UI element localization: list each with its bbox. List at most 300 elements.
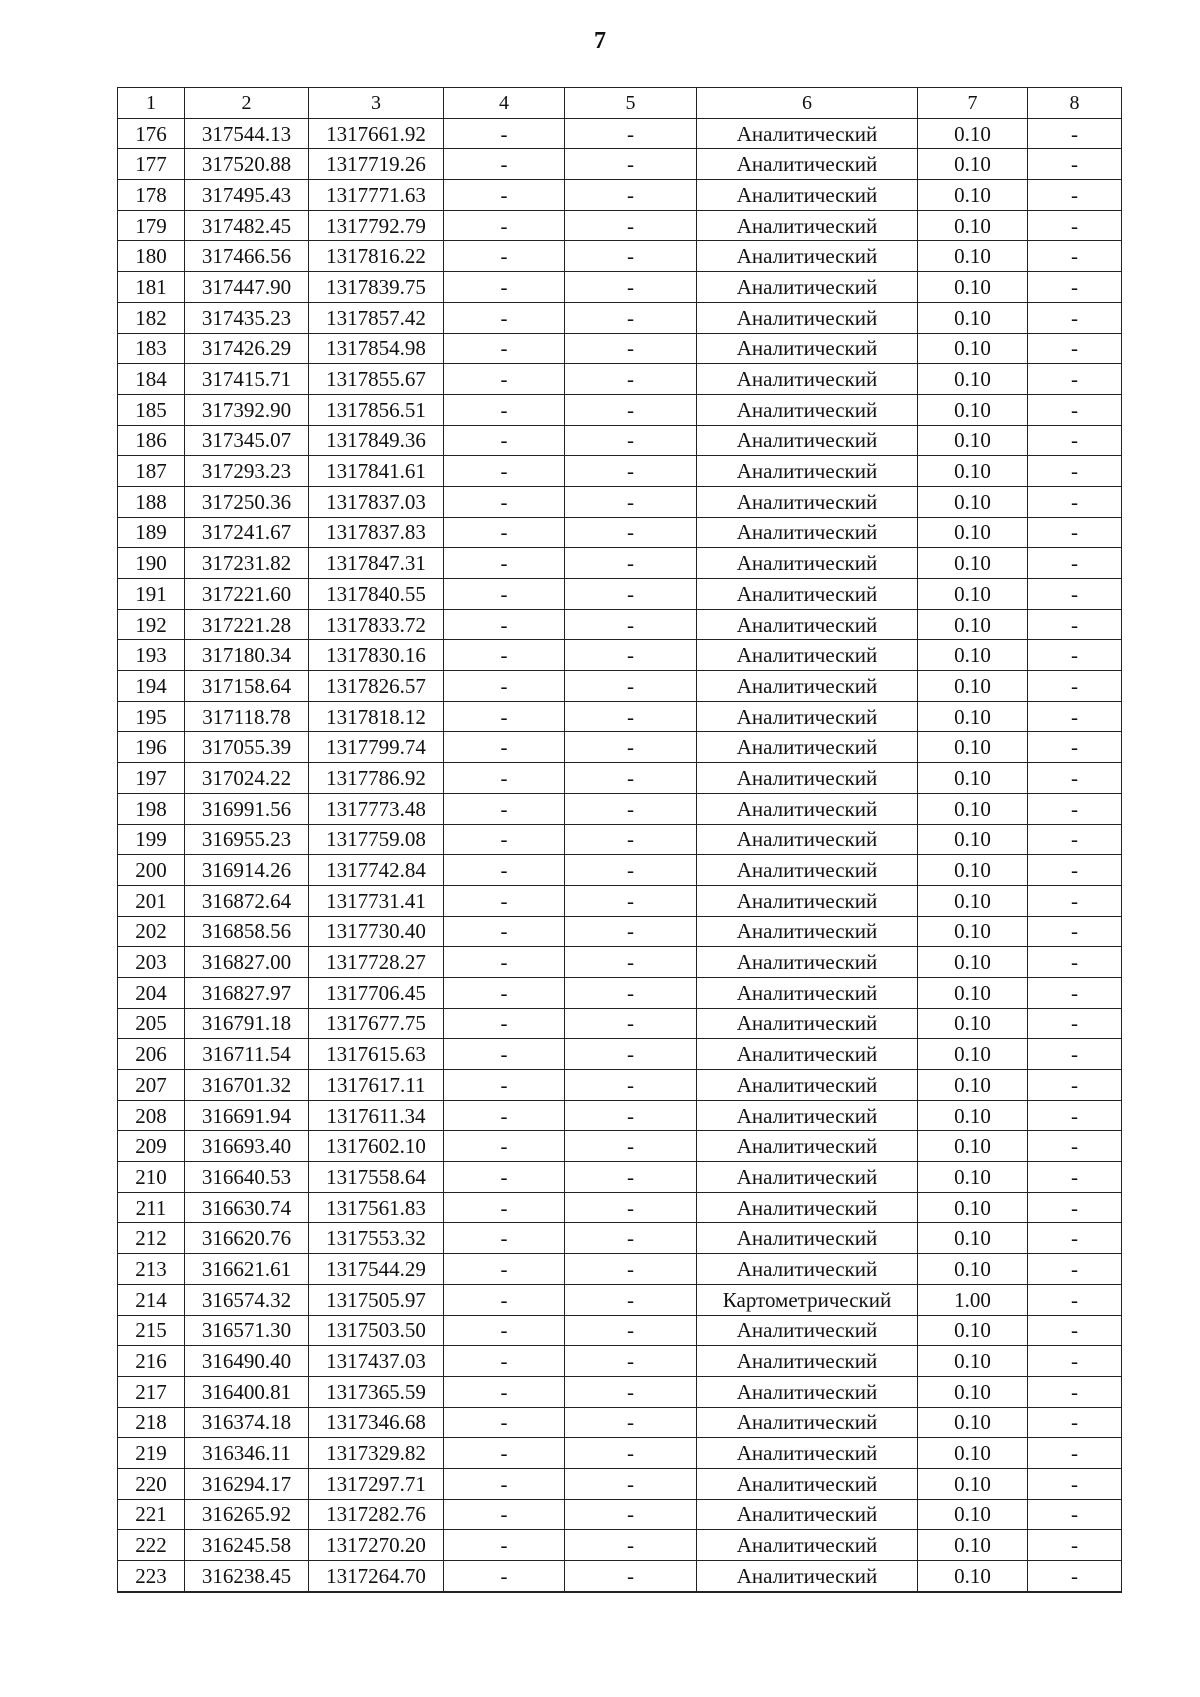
column-4-cell: - [444, 1561, 565, 1592]
accuracy-cell: 0.10 [918, 1407, 1028, 1438]
table-row [118, 1192, 1122, 1223]
column-8-cell: - [1028, 1039, 1122, 1070]
accuracy-cell: 0.10 [918, 1039, 1028, 1070]
column-8-cell: - [1028, 1131, 1122, 1162]
column-header: 6 [697, 88, 918, 119]
method-cell: Аналитический [697, 732, 918, 763]
column-5-cell: - [565, 1376, 697, 1407]
accuracy-cell: 1.00 [918, 1284, 1028, 1315]
point-number-cell: 219 [118, 1438, 185, 1469]
x-coordinate-cell: 317118.78 [185, 701, 309, 732]
column-4-cell: - [444, 1468, 565, 1499]
accuracy-cell: 0.10 [918, 118, 1028, 149]
column-8-cell: - [1028, 180, 1122, 211]
column-header: 2 [185, 88, 309, 119]
column-5-cell: - [565, 1039, 697, 1070]
y-coordinate-cell: 1317847.31 [309, 548, 444, 579]
column-5-cell: - [565, 885, 697, 916]
accuracy-cell: 0.10 [918, 1162, 1028, 1193]
column-header: 4 [444, 88, 565, 119]
column-5-cell: - [565, 1499, 697, 1530]
column-5-cell: - [565, 579, 697, 610]
column-5-cell: - [565, 732, 697, 763]
table-row [118, 1376, 1122, 1407]
method-cell: Аналитический [697, 149, 918, 180]
method-cell: Аналитический [697, 1468, 918, 1499]
table-row [118, 149, 1122, 180]
table-row [118, 1008, 1122, 1039]
column-5-cell: - [565, 241, 697, 272]
method-cell: Аналитический [697, 1223, 918, 1254]
column-8-cell: - [1028, 333, 1122, 364]
y-coordinate-cell: 1317553.32 [309, 1223, 444, 1254]
accuracy-cell: 0.10 [918, 1254, 1028, 1285]
y-coordinate-cell: 1317282.76 [309, 1499, 444, 1530]
point-number-cell: 214 [118, 1284, 185, 1315]
column-4-cell: - [444, 1162, 565, 1193]
column-4-cell: - [444, 977, 565, 1008]
column-5-cell: - [565, 1008, 697, 1039]
table-row [118, 701, 1122, 732]
y-coordinate-cell: 1317661.92 [309, 118, 444, 149]
column-8-cell: - [1028, 517, 1122, 548]
x-coordinate-cell: 317293.23 [185, 456, 309, 487]
y-coordinate-cell: 1317818.12 [309, 701, 444, 732]
y-coordinate-cell: 1317558.64 [309, 1162, 444, 1193]
column-8-cell: - [1028, 1223, 1122, 1254]
y-coordinate-cell: 1317792.79 [309, 210, 444, 241]
accuracy-cell: 0.10 [918, 1315, 1028, 1346]
column-4-cell: - [444, 1223, 565, 1254]
column-4-cell: - [444, 1315, 565, 1346]
y-coordinate-cell: 1317544.29 [309, 1254, 444, 1285]
method-cell: Аналитический [697, 241, 918, 272]
y-coordinate-cell: 1317297.71 [309, 1468, 444, 1499]
table-row [118, 333, 1122, 364]
method-cell: Аналитический [697, 824, 918, 855]
x-coordinate-cell: 317024.22 [185, 763, 309, 794]
x-coordinate-cell: 317055.39 [185, 732, 309, 763]
column-8-cell: - [1028, 1561, 1122, 1592]
x-coordinate-cell: 316621.61 [185, 1254, 309, 1285]
column-5-cell: - [565, 977, 697, 1008]
point-number-cell: 188 [118, 486, 185, 517]
point-number-cell: 215 [118, 1315, 185, 1346]
x-coordinate-cell: 317495.43 [185, 180, 309, 211]
accuracy-cell: 0.10 [918, 456, 1028, 487]
column-5-cell: - [565, 947, 697, 978]
y-coordinate-cell: 1317611.34 [309, 1100, 444, 1131]
column-4-cell: - [444, 548, 565, 579]
column-5-cell: - [565, 1468, 697, 1499]
column-8-cell: - [1028, 732, 1122, 763]
point-number-cell: 218 [118, 1407, 185, 1438]
page-number: 7 [594, 28, 606, 54]
column-4-cell: - [444, 1192, 565, 1223]
y-coordinate-cell: 1317742.84 [309, 855, 444, 886]
point-number-cell: 185 [118, 394, 185, 425]
column-8-cell: - [1028, 701, 1122, 732]
y-coordinate-cell: 1317617.11 [309, 1070, 444, 1101]
y-coordinate-cell: 1317839.75 [309, 272, 444, 303]
method-cell: Аналитический [697, 210, 918, 241]
accuracy-cell: 0.10 [918, 364, 1028, 395]
column-5-cell: - [565, 548, 697, 579]
x-coordinate-cell: 316238.45 [185, 1561, 309, 1592]
method-cell: Аналитический [697, 1100, 918, 1131]
accuracy-cell: 0.10 [918, 149, 1028, 180]
method-cell: Аналитический [697, 1376, 918, 1407]
x-coordinate-cell: 316574.32 [185, 1284, 309, 1315]
column-8-cell: - [1028, 456, 1122, 487]
table-row [118, 1315, 1122, 1346]
column-5-cell: - [565, 149, 697, 180]
point-number-cell: 207 [118, 1070, 185, 1101]
y-coordinate-cell: 1317830.16 [309, 640, 444, 671]
column-header: 1 [118, 88, 185, 119]
method-cell: Картометрический [697, 1284, 918, 1315]
column-8-cell: - [1028, 885, 1122, 916]
method-cell: Аналитический [697, 517, 918, 548]
point-number-cell: 186 [118, 425, 185, 456]
method-cell: Аналитический [697, 1039, 918, 1070]
column-5-cell: - [565, 180, 697, 211]
accuracy-cell: 0.10 [918, 1376, 1028, 1407]
table-row [118, 885, 1122, 916]
method-cell: Аналитический [697, 1162, 918, 1193]
accuracy-cell: 0.10 [918, 732, 1028, 763]
x-coordinate-cell: 316791.18 [185, 1008, 309, 1039]
column-8-cell: - [1028, 855, 1122, 886]
point-number-cell: 202 [118, 916, 185, 947]
column-5-cell: - [565, 1438, 697, 1469]
accuracy-cell: 0.10 [918, 977, 1028, 1008]
point-number-cell: 213 [118, 1254, 185, 1285]
accuracy-cell: 0.10 [918, 916, 1028, 947]
accuracy-cell: 0.10 [918, 947, 1028, 978]
column-5-cell: - [565, 456, 697, 487]
point-number-cell: 222 [118, 1530, 185, 1561]
y-coordinate-cell: 1317837.03 [309, 486, 444, 517]
point-number-cell: 212 [118, 1223, 185, 1254]
point-number-cell: 176 [118, 118, 185, 149]
x-coordinate-cell: 316711.54 [185, 1039, 309, 1070]
accuracy-cell: 0.10 [918, 1223, 1028, 1254]
column-8-cell: - [1028, 364, 1122, 395]
column-8-cell: - [1028, 210, 1122, 241]
y-coordinate-cell: 1317841.61 [309, 456, 444, 487]
table-row [118, 1407, 1122, 1438]
x-coordinate-cell: 317221.60 [185, 579, 309, 610]
table-row [118, 1070, 1122, 1101]
point-number-cell: 204 [118, 977, 185, 1008]
column-8-cell: - [1028, 394, 1122, 425]
accuracy-cell: 0.10 [918, 855, 1028, 886]
table-row [118, 1254, 1122, 1285]
y-coordinate-cell: 1317615.63 [309, 1039, 444, 1070]
column-4-cell: - [444, 609, 565, 640]
column-8-cell: - [1028, 1192, 1122, 1223]
column-8-cell: - [1028, 118, 1122, 149]
y-coordinate-cell: 1317786.92 [309, 763, 444, 794]
accuracy-cell: 0.10 [918, 180, 1028, 211]
point-number-cell: 184 [118, 364, 185, 395]
point-number-cell: 182 [118, 302, 185, 333]
point-number-cell: 210 [118, 1162, 185, 1193]
column-4-cell: - [444, 394, 565, 425]
x-coordinate-cell: 317221.28 [185, 609, 309, 640]
method-cell: Аналитический [697, 1438, 918, 1469]
x-coordinate-cell: 316914.26 [185, 855, 309, 886]
column-5-cell: - [565, 1223, 697, 1254]
table-row [118, 1530, 1122, 1561]
column-5-cell: - [565, 394, 697, 425]
point-number-cell: 199 [118, 824, 185, 855]
column-8-cell: - [1028, 1438, 1122, 1469]
column-4-cell: - [444, 1254, 565, 1285]
x-coordinate-cell: 316640.53 [185, 1162, 309, 1193]
table-row [118, 793, 1122, 824]
method-cell: Аналитический [697, 885, 918, 916]
method-cell: Аналитический [697, 977, 918, 1008]
point-number-cell: 177 [118, 149, 185, 180]
point-number-cell: 216 [118, 1346, 185, 1377]
accuracy-cell: 0.10 [918, 671, 1028, 702]
column-4-cell: - [444, 1376, 565, 1407]
x-coordinate-cell: 317466.56 [185, 241, 309, 272]
column-8-cell: - [1028, 947, 1122, 978]
column-8-cell: - [1028, 425, 1122, 456]
table-row [118, 947, 1122, 978]
column-5-cell: - [565, 1561, 697, 1592]
table-row [118, 456, 1122, 487]
table-row [118, 302, 1122, 333]
column-4-cell: - [444, 1070, 565, 1101]
column-5-cell: - [565, 793, 697, 824]
column-4-cell: - [444, 1008, 565, 1039]
y-coordinate-cell: 1317730.40 [309, 916, 444, 947]
method-cell: Аналитический [697, 180, 918, 211]
x-coordinate-cell: 316400.81 [185, 1376, 309, 1407]
point-number-cell: 192 [118, 609, 185, 640]
x-coordinate-cell: 317345.07 [185, 425, 309, 456]
method-cell: Аналитический [697, 333, 918, 364]
point-number-cell: 193 [118, 640, 185, 671]
y-coordinate-cell: 1317728.27 [309, 947, 444, 978]
column-4-cell: - [444, 210, 565, 241]
method-cell: Аналитический [697, 701, 918, 732]
column-5-cell: - [565, 1530, 697, 1561]
x-coordinate-cell: 317250.36 [185, 486, 309, 517]
column-5-cell: - [565, 1315, 697, 1346]
column-5-cell: - [565, 425, 697, 456]
column-header: 7 [918, 88, 1028, 119]
column-4-cell: - [444, 1346, 565, 1377]
y-coordinate-cell: 1317706.45 [309, 977, 444, 1008]
column-4-cell: - [444, 1438, 565, 1469]
table-row [118, 1468, 1122, 1499]
column-4-cell: - [444, 1407, 565, 1438]
column-5-cell: - [565, 333, 697, 364]
x-coordinate-cell: 316827.00 [185, 947, 309, 978]
table-row [118, 977, 1122, 1008]
table-row [118, 548, 1122, 579]
table-row [118, 394, 1122, 425]
column-8-cell: - [1028, 609, 1122, 640]
column-8-cell: - [1028, 1468, 1122, 1499]
table-row [118, 855, 1122, 886]
x-coordinate-cell: 317544.13 [185, 118, 309, 149]
method-cell: Аналитический [697, 456, 918, 487]
accuracy-cell: 0.10 [918, 1192, 1028, 1223]
x-coordinate-cell: 317158.64 [185, 671, 309, 702]
accuracy-cell: 0.10 [918, 302, 1028, 333]
accuracy-cell: 0.10 [918, 579, 1028, 610]
point-number-cell: 221 [118, 1499, 185, 1530]
accuracy-cell: 0.10 [918, 548, 1028, 579]
column-8-cell: - [1028, 579, 1122, 610]
table-row [118, 1100, 1122, 1131]
x-coordinate-cell: 317241.67 [185, 517, 309, 548]
accuracy-cell: 0.10 [918, 1346, 1028, 1377]
table-row [118, 180, 1122, 211]
table-row [118, 364, 1122, 395]
column-4-cell: - [444, 885, 565, 916]
method-cell: Аналитический [697, 394, 918, 425]
column-5-cell: - [565, 671, 697, 702]
table-header-row [118, 88, 1122, 119]
y-coordinate-cell: 1317264.70 [309, 1561, 444, 1592]
accuracy-cell: 0.10 [918, 1131, 1028, 1162]
y-coordinate-cell: 1317329.82 [309, 1438, 444, 1469]
column-8-cell: - [1028, 1407, 1122, 1438]
y-coordinate-cell: 1317602.10 [309, 1131, 444, 1162]
y-coordinate-cell: 1317816.22 [309, 241, 444, 272]
y-coordinate-cell: 1317503.50 [309, 1315, 444, 1346]
coordinates-table [117, 87, 1122, 1593]
point-number-cell: 201 [118, 885, 185, 916]
point-number-cell: 197 [118, 763, 185, 794]
x-coordinate-cell: 317435.23 [185, 302, 309, 333]
table-row [118, 732, 1122, 763]
y-coordinate-cell: 1317719.26 [309, 149, 444, 180]
method-cell: Аналитический [697, 1008, 918, 1039]
column-4-cell: - [444, 425, 565, 456]
accuracy-cell: 0.10 [918, 793, 1028, 824]
table-row [118, 609, 1122, 640]
column-4-cell: - [444, 486, 565, 517]
column-5-cell: - [565, 1131, 697, 1162]
table-row [118, 486, 1122, 517]
point-number-cell: 206 [118, 1039, 185, 1070]
accuracy-cell: 0.10 [918, 885, 1028, 916]
point-number-cell: 203 [118, 947, 185, 978]
column-5-cell: - [565, 1407, 697, 1438]
column-8-cell: - [1028, 1530, 1122, 1561]
table-row [118, 1561, 1122, 1592]
column-4-cell: - [444, 333, 565, 364]
method-cell: Аналитический [697, 1499, 918, 1530]
x-coordinate-cell: 316346.11 [185, 1438, 309, 1469]
column-4-cell: - [444, 118, 565, 149]
column-8-cell: - [1028, 486, 1122, 517]
method-cell: Аналитический [697, 763, 918, 794]
y-coordinate-cell: 1317856.51 [309, 394, 444, 425]
point-number-cell: 198 [118, 793, 185, 824]
method-cell: Аналитический [697, 579, 918, 610]
column-4-cell: - [444, 1100, 565, 1131]
column-5-cell: - [565, 517, 697, 548]
column-8-cell: - [1028, 763, 1122, 794]
x-coordinate-cell: 317392.90 [185, 394, 309, 425]
table-row [118, 1284, 1122, 1315]
point-number-cell: 178 [118, 180, 185, 211]
column-8-cell: - [1028, 302, 1122, 333]
y-coordinate-cell: 1317561.83 [309, 1192, 444, 1223]
method-cell: Аналитический [697, 118, 918, 149]
y-coordinate-cell: 1317837.83 [309, 517, 444, 548]
column-8-cell: - [1028, 977, 1122, 1008]
x-coordinate-cell: 316693.40 [185, 1131, 309, 1162]
method-cell: Аналитический [697, 671, 918, 702]
y-coordinate-cell: 1317759.08 [309, 824, 444, 855]
column-8-cell: - [1028, 671, 1122, 702]
y-coordinate-cell: 1317799.74 [309, 732, 444, 763]
accuracy-cell: 0.10 [918, 763, 1028, 794]
column-5-cell: - [565, 1070, 697, 1101]
column-5-cell: - [565, 1192, 697, 1223]
table-row [118, 1039, 1122, 1070]
accuracy-cell: 0.10 [918, 640, 1028, 671]
table-row [118, 1438, 1122, 1469]
point-number-cell: 195 [118, 701, 185, 732]
table-row [118, 579, 1122, 610]
x-coordinate-cell: 317447.90 [185, 272, 309, 303]
column-4-cell: - [444, 1530, 565, 1561]
table-row [118, 1346, 1122, 1377]
column-4-cell: - [444, 732, 565, 763]
column-5-cell: - [565, 272, 697, 303]
method-cell: Аналитический [697, 1530, 918, 1561]
y-coordinate-cell: 1317855.67 [309, 364, 444, 395]
column-8-cell: - [1028, 1376, 1122, 1407]
method-cell: Аналитический [697, 1315, 918, 1346]
accuracy-cell: 0.10 [918, 1561, 1028, 1592]
column-4-cell: - [444, 272, 565, 303]
x-coordinate-cell: 316858.56 [185, 916, 309, 947]
table-row [118, 1223, 1122, 1254]
x-coordinate-cell: 316827.97 [185, 977, 309, 1008]
y-coordinate-cell: 1317270.20 [309, 1530, 444, 1561]
x-coordinate-cell: 316571.30 [185, 1315, 309, 1346]
y-coordinate-cell: 1317346.68 [309, 1407, 444, 1438]
column-4-cell: - [444, 456, 565, 487]
accuracy-cell: 0.10 [918, 1100, 1028, 1131]
x-coordinate-cell: 316265.92 [185, 1499, 309, 1530]
x-coordinate-cell: 317231.82 [185, 548, 309, 579]
point-number-cell: 205 [118, 1008, 185, 1039]
point-number-cell: 208 [118, 1100, 185, 1131]
table-row [118, 763, 1122, 794]
table-row [118, 210, 1122, 241]
accuracy-cell: 0.10 [918, 241, 1028, 272]
method-cell: Аналитический [697, 855, 918, 886]
x-coordinate-cell: 316701.32 [185, 1070, 309, 1101]
table-row [118, 1131, 1122, 1162]
point-number-cell: 191 [118, 579, 185, 610]
point-number-cell: 180 [118, 241, 185, 272]
y-coordinate-cell: 1317840.55 [309, 579, 444, 610]
